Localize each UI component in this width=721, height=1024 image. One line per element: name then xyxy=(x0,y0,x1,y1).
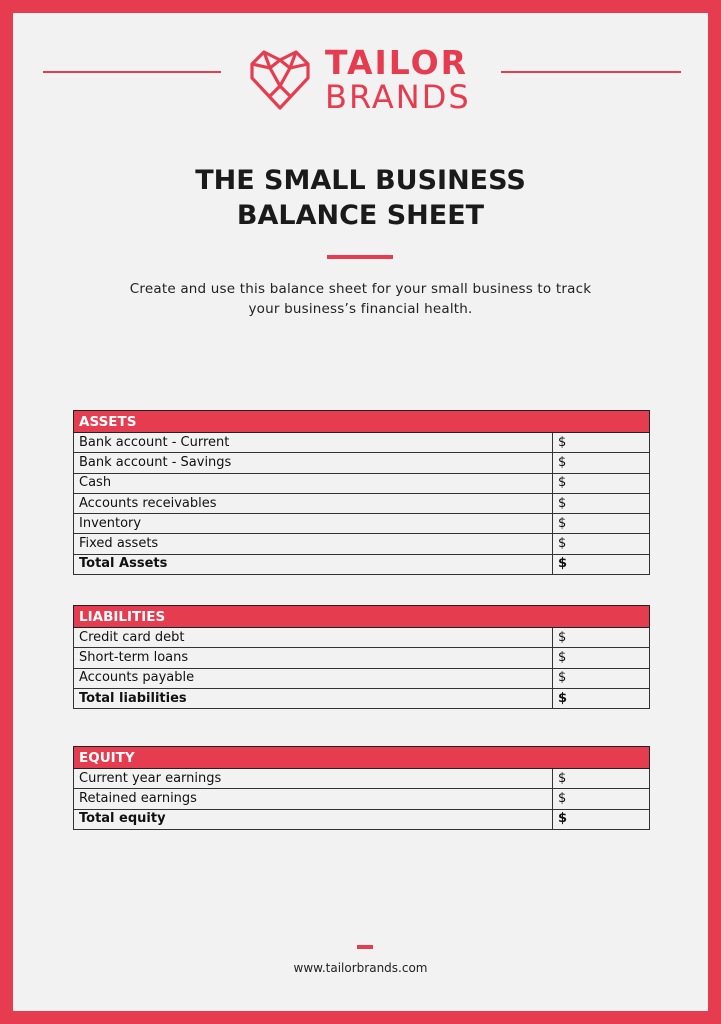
total-label: Total equity xyxy=(74,809,553,829)
row-label: Current year earnings xyxy=(74,769,553,789)
header-divider-left xyxy=(43,71,221,73)
brand-word-brands: BRANDS xyxy=(325,78,471,116)
total-label: Total Assets xyxy=(74,554,553,574)
row-label: Short-term loans xyxy=(74,648,553,668)
table-row xyxy=(74,433,650,453)
table-row xyxy=(74,493,650,513)
row-label: Accounts payable xyxy=(74,668,553,688)
total-label: Total liabilities xyxy=(74,688,553,708)
total-row xyxy=(74,688,650,708)
table-row xyxy=(74,668,650,688)
table-row xyxy=(74,648,650,668)
equity-table xyxy=(73,746,650,830)
amount-cell[interactable]: $ xyxy=(553,514,650,534)
heart-diamond-logo-icon xyxy=(248,46,312,112)
liabilities-table xyxy=(73,605,650,709)
amount-cell[interactable]: $ xyxy=(553,433,650,453)
title-underline xyxy=(327,255,393,259)
row-label: Bank account - Savings xyxy=(74,453,553,473)
amount-cell[interactable]: $ xyxy=(553,493,650,513)
row-label: Inventory xyxy=(74,514,553,534)
table-row xyxy=(74,453,650,473)
title-line-2: BALANCE SHEET xyxy=(236,200,485,231)
row-label: Fixed assets xyxy=(74,534,553,554)
document-page xyxy=(13,13,708,1011)
intro-line-1: Create and use this balance sheet for your small business to track xyxy=(129,281,592,297)
assets-table xyxy=(73,410,650,575)
row-label: Credit card debt xyxy=(74,628,553,648)
table-row xyxy=(74,769,650,789)
header-divider-right xyxy=(501,71,681,73)
row-label: Bank account - Current xyxy=(74,433,553,453)
table-row xyxy=(74,534,650,554)
footer-accent xyxy=(357,945,373,949)
brand-word-tailor: TAILOR xyxy=(325,43,469,82)
equity-heading: EQUITY xyxy=(74,747,650,769)
total-amount-cell[interactable]: $ xyxy=(553,554,650,574)
row-label: Accounts receivables xyxy=(74,493,553,513)
table-row xyxy=(74,514,650,534)
table-row xyxy=(74,628,650,648)
amount-cell[interactable]: $ xyxy=(553,473,650,493)
page-title xyxy=(13,163,708,233)
row-label: Cash xyxy=(74,473,553,493)
assets-heading: ASSETS xyxy=(74,411,650,433)
total-row xyxy=(74,554,650,574)
intro-text xyxy=(93,279,628,319)
footer-website-link[interactable]: www.tailorbrands.com xyxy=(293,961,428,975)
amount-cell[interactable]: $ xyxy=(553,534,650,554)
amount-cell[interactable]: $ xyxy=(553,668,650,688)
title-line-1: THE SMALL BUSINESS xyxy=(195,165,526,196)
total-amount-cell[interactable]: $ xyxy=(553,688,650,708)
total-amount-cell[interactable]: $ xyxy=(553,809,650,829)
total-row xyxy=(74,809,650,829)
amount-cell[interactable]: $ xyxy=(553,628,650,648)
amount-cell[interactable]: $ xyxy=(553,789,650,809)
intro-line-2: your business’s financial health. xyxy=(248,301,473,317)
amount-cell[interactable]: $ xyxy=(553,648,650,668)
table-row xyxy=(74,473,650,493)
row-label: Retained earnings xyxy=(74,789,553,809)
liabilities-heading: LIABILITIES xyxy=(74,606,650,628)
brand-logo xyxy=(248,43,488,115)
table-row xyxy=(74,789,650,809)
amount-cell[interactable]: $ xyxy=(553,769,650,789)
amount-cell[interactable]: $ xyxy=(553,453,650,473)
